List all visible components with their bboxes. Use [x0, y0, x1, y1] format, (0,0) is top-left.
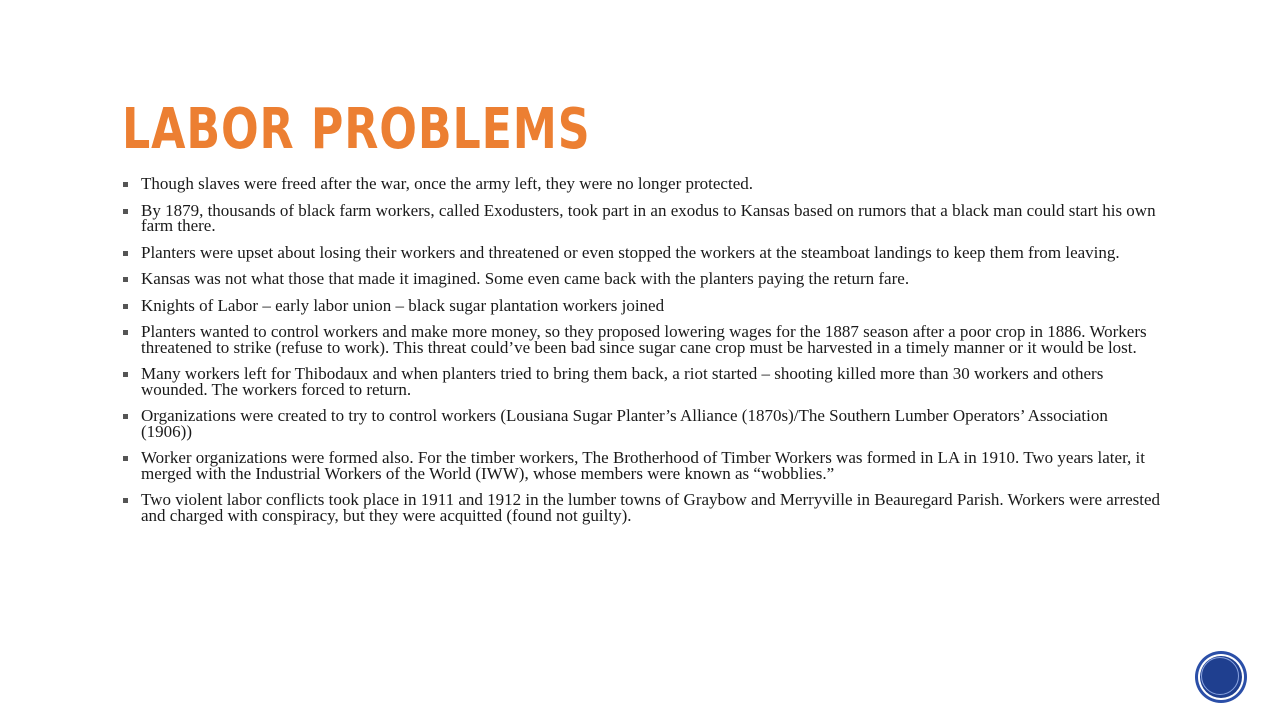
list-item	[121, 366, 1161, 397]
list-item	[121, 200, 1161, 235]
square-bullet-icon	[123, 330, 128, 335]
square-bullet-icon	[123, 209, 128, 214]
bullet-text: Knights of Labor – early labor union – black sugar plantation workers joined	[141, 295, 665, 315]
square-bullet-icon	[123, 251, 128, 256]
bullet-text: Planters wanted to control workers and make more money, so they proposed lowering wages for the 1887 season after a poor crop in 1886. Workers threatened to strike (refuse to work). This threat could’ve been bad since sugar cane crop must be harvested in a timely manner or it would be lost.	[141, 322, 1147, 357]
list-item	[121, 324, 1161, 355]
square-bullet-icon	[123, 498, 128, 503]
list-item	[121, 295, 1161, 315]
square-bullet-icon	[123, 414, 128, 419]
square-bullet-icon	[123, 304, 128, 309]
logo-ring	[1201, 657, 1239, 695]
list-item	[121, 492, 1161, 523]
slide-title: LABOR PROBLEMS	[122, 97, 591, 162]
bullet-text: Kansas was not what those that made it imagined. Some even came back with the planters paying the return fare.	[141, 269, 910, 288]
square-bullet-icon	[123, 277, 128, 282]
square-bullet-icon	[123, 182, 128, 187]
list-item	[121, 408, 1161, 439]
list-item	[121, 271, 1161, 287]
bullet-text: Planters were upset about losing their workers and threatened or even stopped the workers at the steamboat landings to keep them from leaving.	[141, 242, 1120, 262]
list-item	[121, 242, 1161, 262]
square-bullet-icon	[123, 456, 128, 461]
bullet-text: Many workers left for Thibodaux and when planters tried to bring them back, a riot started – shooting killed more than 30 workers and others wounded. The workers forced to return.	[141, 364, 1104, 399]
circular-logo-icon	[1198, 654, 1244, 700]
list-item	[121, 450, 1161, 481]
bullet-list	[121, 176, 1161, 534]
bullet-text: By 1879, thousands of black farm workers, called Exodusters, took part in an exodus to Kansas based on rumors that a black man could start his own farm there.	[141, 200, 1156, 235]
square-bullet-icon	[123, 372, 128, 377]
bullet-text: Though slaves were freed after the war, once the army left, they were no longer protected.	[141, 174, 753, 193]
bullet-text: Two violent labor conflicts took place in 1911 and 1912 in the lumber towns of Graybow and Merryville in Beauregard Parish. Workers were arrested and charged with conspiracy, but they were acquitted (found not guilty).	[141, 490, 1161, 525]
list-item	[121, 176, 1161, 192]
bullet-text: Worker organizations were formed also. For the timber workers, The Brotherhood of Timber Workers was formed in LA in 1910. Two years later, it merged with the Industrial Workers of the World (IWW), whose members were known as “wobblies.”	[141, 448, 1146, 483]
bullet-text: Organizations were created to try to control workers (Lousiana Sugar Planter’s Alliance (1870s)/The Southern Lumber Operators’ Association (1906))	[141, 406, 1108, 441]
